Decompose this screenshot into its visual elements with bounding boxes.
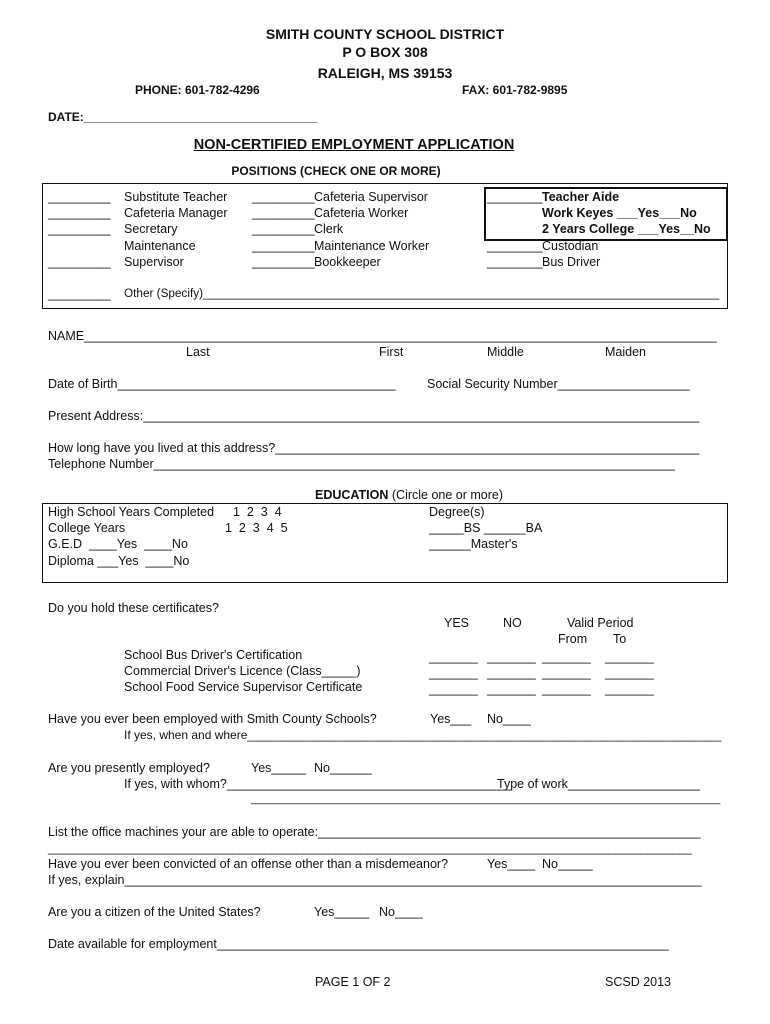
college-years-label: College Years <box>48 521 126 535</box>
position-maintenance: Maintenance <box>124 239 196 253</box>
presently-employed-yes[interactable]: Yes_____ <box>251 761 307 775</box>
date-field[interactable]: DATE:___________________________________ <box>48 110 318 124</box>
phone-number: PHONE: 601-782-4296 <box>135 83 260 97</box>
employed-smith-yes[interactable]: Yes___ <box>430 712 472 726</box>
position-cafeteria-manager: Cafeteria Manager <box>124 206 228 220</box>
cert-blank[interactable]: _______ <box>429 666 478 680</box>
position-secretary: Secretary <box>124 222 178 236</box>
employed-smith-no[interactable]: No____ <box>487 712 531 726</box>
other-specify-field[interactable]: Other (Specify)_______________________________________________________________________________ <box>124 287 720 300</box>
positions-heading: POSITIONS (CHECK ONE OR MORE) <box>231 164 441 178</box>
from-header: From <box>558 632 588 646</box>
cert-blank[interactable]: _______ <box>487 650 536 664</box>
name-middle-label: Middle <box>487 345 524 359</box>
date-of-birth-field[interactable]: Date of Birth________________________________________ <box>48 377 396 391</box>
position-checkbox-supervisor[interactable]: _________ <box>48 255 111 269</box>
cert-blank[interactable]: _______ <box>487 682 536 696</box>
position-maintenance-worker: Maintenance Worker <box>314 239 430 253</box>
cert-commercial-license[interactable]: Commercial Driver's Licence (Class_____) <box>124 664 361 678</box>
position-substitute-teacher: Substitute Teacher <box>124 190 228 204</box>
when-where-field[interactable]: If yes, when and where_______________________________________________________________________ <box>124 728 722 742</box>
cert-blank[interactable]: _______ <box>542 650 591 664</box>
high-school-label: High School Years Completed <box>48 505 215 519</box>
page-number: PAGE 1 OF 2 <box>315 975 391 989</box>
certificates-question: Do you hold these certificates? <box>48 601 219 615</box>
education-heading <box>315 489 503 502</box>
work-keyes-field[interactable]: Work Keyes ___Yes___No <box>542 206 697 220</box>
convicted-question: Have you ever been convicted of an offense other than a misdemeanor? <box>48 857 449 871</box>
cert-food-service: School Food Service Supervisor Certificate <box>124 680 363 694</box>
presently-employed-no[interactable]: No______ <box>314 761 372 775</box>
citizen-question: Are you a citizen of the United States? <box>48 905 261 919</box>
education-note: (Circle one or more) <box>391 488 504 502</box>
cert-blank[interactable]: _______ <box>429 682 478 696</box>
form-title: NON-CERTIFIED EMPLOYMENT APPLICATION <box>193 137 515 153</box>
valid-period-header: Valid Period <box>567 616 634 630</box>
type-of-work-field[interactable]: Type of work___________________ <box>497 777 700 791</box>
office-machines-line[interactable]: _____________________________________________________________________________________________________ <box>48 841 692 855</box>
position-checkbox-bus-driver[interactable]: ________ <box>487 255 543 269</box>
position-checkbox-maintenance-worker[interactable]: _________ <box>252 239 315 253</box>
how-long-field[interactable]: How long have you lived at this address?_____________________________________________________________ <box>48 441 700 455</box>
cert-blank[interactable]: _______ <box>542 682 591 696</box>
position-checkbox-other[interactable]: _________ <box>48 287 111 301</box>
position-checkbox-secretary[interactable]: _________ <box>48 222 111 236</box>
position-checkbox-custodian[interactable]: ________ <box>487 239 543 253</box>
bs-ba-field[interactable]: _____BS ______BA <box>429 521 543 535</box>
degrees-label: Degree(s) <box>429 505 485 519</box>
certificates-yes-header: YES <box>444 616 470 630</box>
city-state: RALEIGH, MS 39153 <box>317 65 453 81</box>
position-checkbox-bookkeeper[interactable]: _________ <box>252 255 315 269</box>
ged-field[interactable]: G.E.D ____Yes ____No <box>48 537 188 551</box>
present-address-field[interactable]: Present Address:________________________________________________________________________________ <box>48 409 700 423</box>
position-checkbox-cafeteria-manager[interactable]: _________ <box>48 206 111 220</box>
diploma-field[interactable]: Diploma ___Yes ____No <box>48 554 190 568</box>
citizen-yes[interactable]: Yes_____ <box>314 905 370 919</box>
position-custodian: Custodian <box>542 239 599 253</box>
cert-blank[interactable]: _______ <box>605 666 654 680</box>
fax-number: FAX: 601-782-9895 <box>462 83 568 97</box>
name-maiden-label: Maiden <box>605 345 646 359</box>
cert-blank[interactable]: _______ <box>487 666 536 680</box>
high-school-years-options[interactable]: 1 2 3 4 <box>233 505 282 519</box>
ssn-field[interactable]: Social Security Number___________________ <box>427 377 690 391</box>
cert-blank[interactable]: _______ <box>542 666 591 680</box>
education-title: EDUCATION <box>315 488 389 502</box>
position-teacher-aide: Teacher Aide <box>542 190 620 204</box>
position-checkbox-cafeteria-supervisor[interactable]: _________ <box>252 190 315 204</box>
employment-extra-line[interactable]: ___________________________________________________________________________ <box>251 793 721 805</box>
explain-field[interactable]: If yes, explain___________________________________________________________________________________ <box>48 873 702 887</box>
date-available-field[interactable]: Date available for employment_________________________________________________________________ <box>48 937 669 951</box>
convicted-no[interactable]: No_____ <box>542 857 593 871</box>
employed-smith-question: Have you ever been employed with Smith County Schools? <box>48 712 377 726</box>
name-field[interactable]: NAME___________________________________________________________________________________________ <box>48 329 717 343</box>
position-supervisor: Supervisor <box>124 255 184 269</box>
name-first-label: First <box>379 345 404 359</box>
presently-employed-question: Are you presently employed? <box>48 761 210 775</box>
form-code: SCSD 2013 <box>605 975 672 989</box>
position-checkbox-substitute[interactable]: _________ <box>48 190 111 204</box>
convicted-yes[interactable]: Yes____ <box>487 857 536 871</box>
position-checkbox-cafeteria-worker[interactable]: _________ <box>252 206 315 220</box>
two-years-college-field[interactable]: 2 Years College ___Yes__No <box>542 222 711 236</box>
position-cafeteria-worker: Cafeteria Worker <box>314 206 409 220</box>
telephone-field[interactable]: Telephone Number___________________________________________________________________________ <box>48 457 676 471</box>
office-machines-field[interactable]: List the office machines your are able to operate:_______________________________________________________ <box>48 825 701 839</box>
cert-bus-driver: School Bus Driver's Certification <box>124 648 303 662</box>
position-cafeteria-supervisor: Cafeteria Supervisor <box>314 190 428 204</box>
position-bookkeeper: Bookkeeper <box>314 255 381 269</box>
cert-blank[interactable]: _______ <box>429 650 478 664</box>
po-box: P O BOX 308 <box>342 44 428 60</box>
cert-blank[interactable]: _______ <box>605 682 654 696</box>
position-checkbox-clerk[interactable]: _________ <box>252 222 315 236</box>
college-years-options[interactable]: 1 2 3 4 5 <box>225 521 288 535</box>
position-clerk: Clerk <box>314 222 344 236</box>
to-header: To <box>613 632 627 646</box>
position-bus-driver: Bus Driver <box>542 255 601 269</box>
name-last-label: Last <box>186 345 210 359</box>
citizen-no[interactable]: No____ <box>379 905 423 919</box>
with-whom-field[interactable]: If yes, with whom?_________________________________________ <box>124 777 512 791</box>
district-name: SMITH COUNTY SCHOOL DISTRICT <box>265 26 505 42</box>
position-checkbox-teacher-aide[interactable]: ________ <box>487 190 543 204</box>
certificates-no-header: NO <box>503 616 522 630</box>
masters-field[interactable]: ______Master's <box>429 537 518 551</box>
cert-blank[interactable]: _______ <box>605 650 654 664</box>
